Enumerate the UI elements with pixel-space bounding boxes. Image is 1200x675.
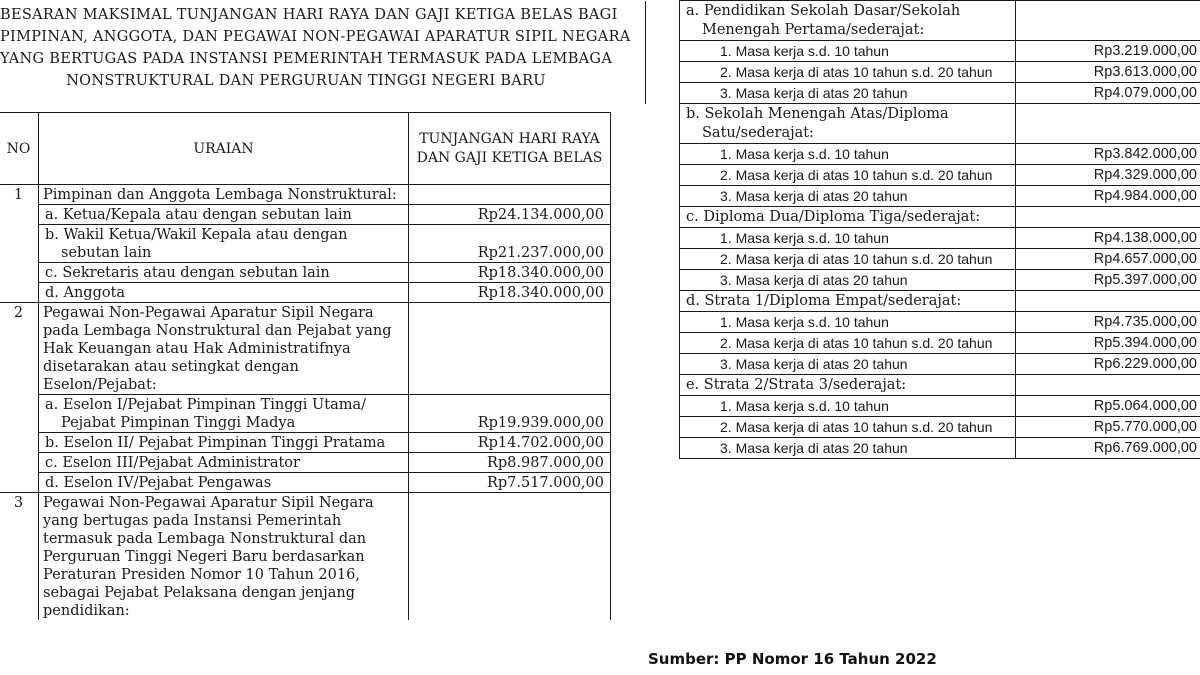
table-row (646, 417, 1200, 438)
group-row (646, 375, 1200, 396)
item-label: 3. Masa kerja di atas 20 tahun (680, 354, 1016, 375)
section-title-line: termasuk pada Lembaga Nonstruktural dan (43, 531, 367, 547)
item-amount: Rp5.770.000,00 (1016, 417, 1200, 438)
item-amount: Rp4.079.000,00 (1016, 83, 1200, 104)
group-title (680, 291, 1016, 312)
item-amount: Rp18.340.000,00 (409, 283, 611, 303)
item-label-line: c. Sekretaris atau dengan sebutan lain (45, 265, 330, 281)
table-row (646, 396, 1200, 417)
section-title-line: disetarakan atau setingkat dengan (43, 359, 299, 375)
group-title-line: d. Strata 1/Diploma Empat/sederajat: (686, 293, 962, 309)
section-title-line: Pimpinan dan Anggota Lembaga Nonstruktural: (43, 187, 397, 203)
section-title-line: sebagai Pejabat Pelaksana dengan jenjang (43, 585, 355, 601)
item-label: 1. Masa kerja s.d. 10 tahun (680, 228, 1016, 249)
item-label (39, 263, 409, 283)
section-title-line: Peraturan Presiden Nomor 10 Tahun 2016, (43, 567, 360, 583)
amount-cell (1016, 291, 1200, 312)
table-row (646, 354, 1200, 375)
group-title (680, 375, 1016, 396)
section-title (39, 185, 409, 205)
item-amount: Rp24.134.000,00 (409, 205, 611, 225)
item-label: 3. Masa kerja di atas 20 tahun (680, 438, 1016, 459)
section-title-line: pada Lembaga Nonstruktural dan Pejabat yang (43, 323, 392, 339)
title-line: YANG BERTUGAS PADA INSTANSI PEMERINTAH TERMASUK PADA LEMBAGA (0, 51, 613, 67)
item-label: 2. Masa kerja di atas 10 tahun s.d. 20 tahun (680, 249, 1016, 270)
item-amount: Rp3.219.000,00 (1016, 41, 1200, 62)
table-row (0, 433, 611, 453)
group-row (646, 104, 1200, 144)
item-label: 2. Masa kerja di atas 10 tahun s.d. 20 tahun (680, 62, 1016, 83)
item-amount: Rp4.735.000,00 (1016, 312, 1200, 333)
title-line: NONSTRUKTURAL DAN PERGURUAN TINGGI NEGERI BARU (66, 73, 546, 89)
amount-cell (1016, 207, 1200, 228)
item-label (39, 283, 409, 303)
amount-cell (409, 185, 611, 205)
amount-cell (1016, 104, 1200, 144)
item-amount: Rp5.394.000,00 (1016, 333, 1200, 354)
item-label: 2. Masa kerja di atas 10 tahun s.d. 20 tahun (680, 165, 1016, 186)
table-row (646, 249, 1200, 270)
group-title (680, 104, 1016, 144)
header-uraian: URAIAN (39, 113, 409, 185)
item-label: 1. Masa kerja s.d. 10 tahun (680, 312, 1016, 333)
item-label: 3. Masa kerja di atas 20 tahun (680, 270, 1016, 291)
table-row (0, 225, 611, 263)
item-amount: Rp21.237.000,00 (409, 225, 611, 263)
item-label-line: Pejabat Pimpinan Tinggi Madya (61, 415, 296, 431)
group-title (680, 207, 1016, 228)
group-title-line: b. Sekolah Menengah Atas/Diploma (686, 106, 949, 122)
amount-cell (409, 303, 611, 395)
item-label (39, 473, 409, 493)
item-label: 2. Masa kerja di atas 10 tahun s.d. 20 tahun (680, 333, 1016, 354)
item-amount: Rp4.984.000,00 (1016, 186, 1200, 207)
allowance-table-right (645, 0, 1200, 459)
document-title (0, 4, 631, 92)
title-line: BESARAN MAKSIMAL TUNJANGAN HARI RAYA DAN GAJI KETIGA BELAS BAGI (0, 7, 618, 23)
item-label (39, 453, 409, 473)
amount-cell (1016, 1, 1200, 41)
item-label-line: b. Eselon II/ Pejabat Pimpinan Tinggi Pratama (45, 435, 386, 451)
table-row (646, 62, 1200, 83)
item-label-line: d. Anggota (45, 285, 126, 301)
item-amount: Rp14.702.000,00 (409, 433, 611, 453)
item-amount: Rp5.397.000,00 (1016, 270, 1200, 291)
header-amount (409, 113, 611, 185)
item-amount: Rp3.842.000,00 (1016, 144, 1200, 165)
item-label: 1. Masa kerja s.d. 10 tahun (680, 396, 1016, 417)
header-amount-line: DAN GAJI KETIGA BELAS (416, 149, 603, 166)
section-number: 1 (0, 185, 39, 303)
table-row (0, 473, 611, 493)
group-title-line: c. Diploma Dua/Diploma Tiga/sederajat: (686, 209, 981, 225)
item-amount: Rp4.657.000,00 (1016, 249, 1200, 270)
section-title (39, 493, 409, 621)
item-label (39, 225, 409, 263)
table-row (0, 395, 611, 433)
title-line: PIMPINAN, ANGGOTA, DAN PEGAWAI NON-PEGAWAI APARATUR SIPIL NEGARA (0, 29, 631, 45)
table-row (646, 228, 1200, 249)
group-row (646, 1, 1200, 41)
item-label-line: a. Ketua/Kepala atau dengan sebutan lain (45, 207, 352, 223)
item-amount: Rp6.229.000,00 (1016, 354, 1200, 375)
header-amount-line: TUNJANGAN HARI RAYA (419, 130, 600, 147)
section-title-line: pendidikan: (43, 603, 130, 619)
item-label: 3. Masa kerja di atas 20 tahun (680, 83, 1016, 104)
source-note: Sumber: PP Nomor 16 Tahun 2022 (648, 650, 937, 668)
item-label-line: d. Eselon IV/Pejabat Pengawas (45, 475, 272, 491)
table-row (646, 270, 1200, 291)
group-title (680, 1, 1016, 41)
item-label-line: c. Eselon III/Pejabat Administrator (45, 455, 300, 471)
allowance-table-left (0, 112, 611, 620)
item-amount: Rp18.340.000,00 (409, 263, 611, 283)
section-row (0, 185, 611, 205)
group-row (646, 291, 1200, 312)
number-cell (646, 104, 680, 459)
item-label-line: sebutan lain (61, 245, 152, 261)
item-amount: Rp7.517.000,00 (409, 473, 611, 493)
table-row (646, 83, 1200, 104)
table-row (646, 41, 1200, 62)
section-title-line: Pegawai Non-Pegawai Aparatur Sipil Negara (43, 305, 374, 321)
item-label-line: a. Eselon I/Pejabat Pimpinan Tinggi Utama/ (45, 397, 367, 413)
table-row (646, 312, 1200, 333)
item-amount: Rp5.064.000,00 (1016, 396, 1200, 417)
section-row (0, 493, 611, 621)
item-label-line: b. Wakil Ketua/Wakil Kepala atau dengan (45, 227, 348, 243)
item-label: 1. Masa kerja s.d. 10 tahun (680, 41, 1016, 62)
item-amount: Rp4.329.000,00 (1016, 165, 1200, 186)
section-title-line: Pegawai Non-Pegawai Aparatur Sipil Negara (43, 495, 374, 511)
group-title-line: Menengah Pertama/sederajat: (702, 22, 925, 38)
item-label: 2. Masa kerja di atas 10 tahun s.d. 20 tahun (680, 417, 1016, 438)
group-title-line: Satu/sederajat: (702, 125, 814, 141)
table-row (646, 186, 1200, 207)
item-label: 1. Masa kerja s.d. 10 tahun (680, 144, 1016, 165)
table-row (0, 205, 611, 225)
table-row (646, 165, 1200, 186)
section-number: 3 (0, 493, 39, 621)
item-amount: Rp4.138.000,00 (1016, 228, 1200, 249)
table-header-row (0, 113, 611, 185)
number-cell (646, 1, 680, 104)
section-title (39, 303, 409, 395)
item-amount: Rp6.769.000,00 (1016, 438, 1200, 459)
section-row (0, 303, 611, 395)
item-label: 3. Masa kerja di atas 20 tahun (680, 186, 1016, 207)
section-number: 2 (0, 303, 39, 493)
item-label (39, 205, 409, 225)
table-row (0, 283, 611, 303)
section-title-line: Hak Keuangan atau Hak Administratifnya (43, 341, 351, 357)
amount-cell (409, 493, 611, 621)
amount-cell (1016, 375, 1200, 396)
item-amount: Rp8.987.000,00 (409, 453, 611, 473)
header-no: NO (0, 113, 39, 185)
table-row (646, 144, 1200, 165)
item-label (39, 433, 409, 453)
table-row (646, 438, 1200, 459)
group-title-line: e. Strata 2/Strata 3/sederajat: (686, 377, 907, 393)
section-title-line: Eselon/Pejabat: (43, 377, 157, 393)
item-amount: Rp19.939.000,00 (409, 395, 611, 433)
section-title-line: yang bertugas pada Instansi Pemerintah (43, 513, 342, 529)
item-amount: Rp3.613.000,00 (1016, 62, 1200, 83)
section-title-line: Perguruan Tinggi Negeri Baru berdasarkan (43, 549, 365, 565)
table-row (646, 333, 1200, 354)
item-label (39, 395, 409, 433)
group-row (646, 207, 1200, 228)
table-row (0, 453, 611, 473)
table-row (0, 263, 611, 283)
group-title-line: a. Pendidikan Sekolah Dasar/Sekolah (686, 3, 961, 19)
